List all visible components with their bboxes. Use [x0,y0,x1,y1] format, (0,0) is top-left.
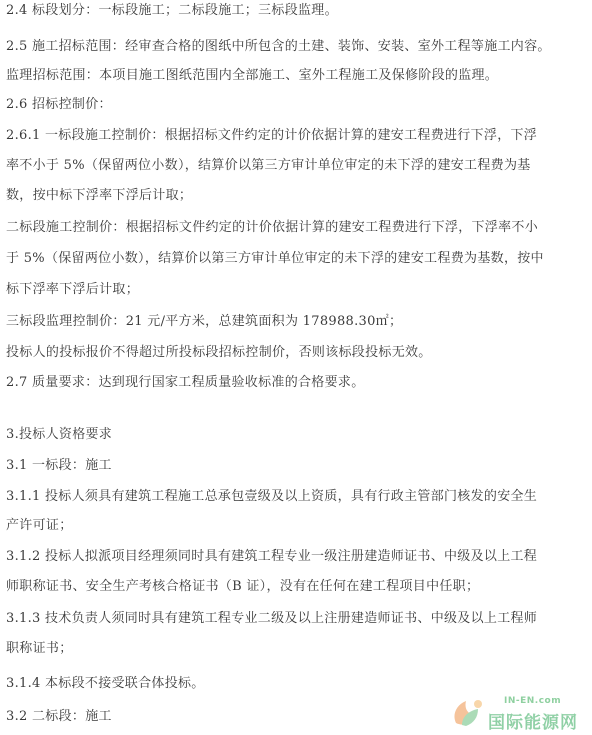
text-line: 于 5%（保留两位小数），结算价以第三方审计单位审定的未下浮的建安工程费为基数，按中 [6,251,544,266]
text-line: 3.2 二标段：施工 [6,709,112,724]
text-line: 产许可证； [6,518,73,533]
watermark-site: IN-EN.com [504,696,562,706]
watermark-logo [448,695,586,733]
text-line: 监理招标范围：本项目施工图纸范围内全部施工、室外工程施工及保修阶段的监理。 [6,68,499,83]
text-line: 二标段施工控制价：根据招标文件约定的计价依据计算的建安工程费进行下浮，下浮率不小 [6,220,539,235]
text-line: 师职称证书、安全生产考核合格证书（B 证），没有在任何在建工程项目中任职； [6,579,480,594]
text-line: 2.6.1 一标段施工控制价：根据招标文件约定的计价依据计算的建安工程费进行下浮，下浮 [6,128,538,143]
text-line: 2.4 标段划分：一标段施工；二标段施工；三标段监理。 [6,3,338,18]
text-line: 数，按中标下浮率下浮后计取； [6,188,193,203]
text-line: 2.5 施工招标范围：经审查合格的图纸中所包含的土建、装饰、安装、室外工程等施工内容。 [6,39,551,54]
text-line: 投标人的投标报价不得超过所投标段招标控制价，否则该标段投标无效。 [6,345,432,360]
text-line: 三标段监理控制价：21 元/平方米，总建筑面积为 178988.30㎡； [6,314,403,329]
energy-logo-icon [448,695,488,729]
text-line: 2.7 质量要求：达到现行国家工程质量验收标准的合格要求。 [6,375,365,390]
text-line: 3.1.2 投标人拟派项目经理须同时具有建筑工程专业一级注册建造师证书、中级及以上工程 [6,549,538,564]
text-line: 3.1.1 投标人须具有建筑工程施工总承包壹级及以上资质，具有行政主管部门核发的安全生 [6,489,538,504]
text-line: 2.6 招标控制价： [6,97,112,112]
text-line: 3.1 一标段：施工 [6,458,112,473]
text-line: 职称证书； [6,641,73,656]
text-line: 3.1.3 技术负责人须同时具有建筑工程专业二级及以上注册建造师证书、中级及以上工程师 [6,611,538,626]
watermark-title: 国际能源网 [488,713,578,733]
text-line: 率不小于 5%（保留两位小数），结算价以第三方审计单位审定的未下浮的建安工程费为基 [6,158,531,173]
text-line: 标下浮率下浮后计取； [6,282,140,297]
section-heading: 3.投标人资格要求 [6,427,113,442]
text-line: 3.1.4 本标段不接受联合体投标。 [6,676,205,691]
